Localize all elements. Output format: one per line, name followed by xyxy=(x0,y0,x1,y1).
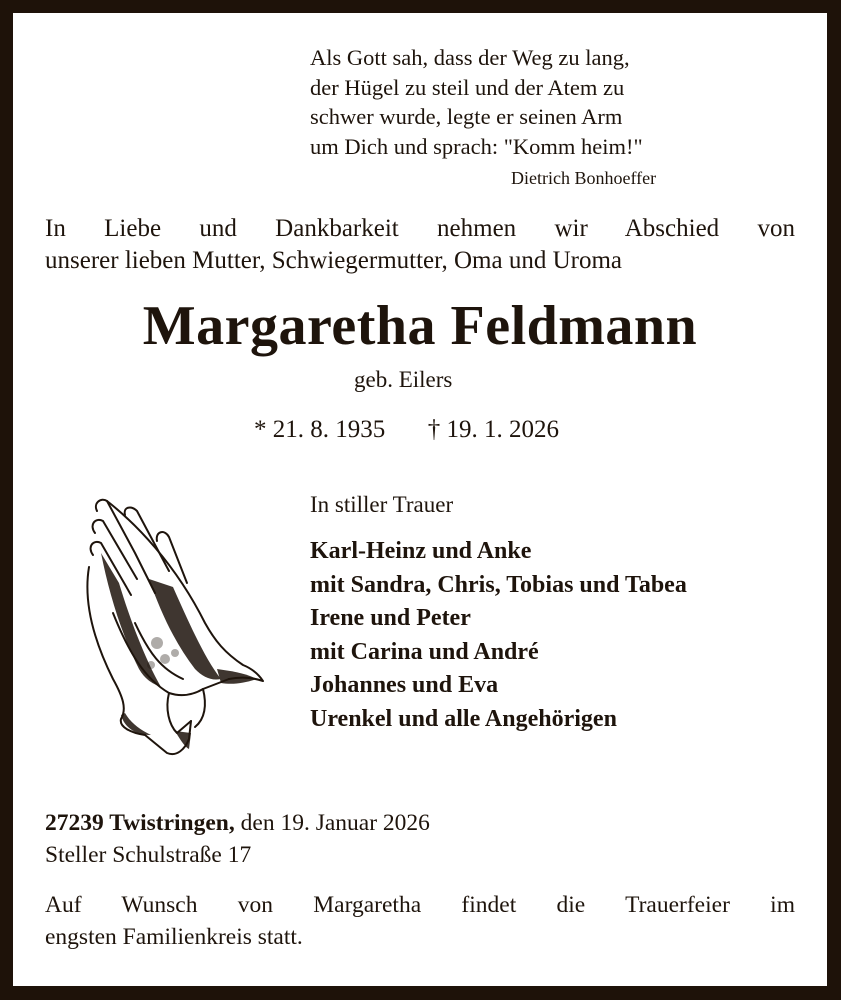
street-address: Steller Schulstraße 17 xyxy=(45,842,252,868)
mourning-label: In stiller Trauer xyxy=(310,492,454,517)
death-date: 19. 1. 2026 xyxy=(446,416,559,443)
mourner-line: Karl-Heinz und Anke xyxy=(310,538,532,564)
mourner-line: mit Carina und André xyxy=(310,638,539,665)
maiden-name: geb. Eilers xyxy=(354,367,453,392)
notice-date: den 19. Januar 2026 xyxy=(234,810,430,836)
funeral-notice xyxy=(45,889,795,953)
poem-quote xyxy=(310,43,643,161)
mourner-line: Urenkel und alle Angehörigen xyxy=(310,705,617,732)
intro-text xyxy=(45,213,795,277)
intro-line: unserer lieben Mutter, Schwiegermutter, Oma und Uroma xyxy=(45,247,622,274)
notice-line: Auf Wunsch von Margaretha findet die Trauerfeier im xyxy=(45,892,795,918)
poem-line: der Hügel zu steil und der Atem zu xyxy=(310,74,625,100)
mourner-line: Johannes und Eva xyxy=(310,672,499,698)
cross-icon: † xyxy=(427,416,441,443)
mourner-line: Irene und Peter xyxy=(310,605,471,631)
life-dates xyxy=(254,413,559,447)
mourners-list xyxy=(310,535,687,736)
place-name: 27239 Twistringen, xyxy=(45,810,235,836)
poem-line: um Dich und sprach: "Komm heim!" xyxy=(310,133,643,159)
praying-hands-icon xyxy=(65,483,265,765)
birth-symbol: * xyxy=(254,416,267,443)
mourner-line: mit Sandra, Chris, Tobias und Tabea xyxy=(310,571,687,598)
intro-line: In Liebe und Dankbarkeit nehmen wir Abschied von xyxy=(45,215,795,242)
poem-line: schwer wurde, legte er seinen Arm xyxy=(310,104,623,129)
obituary-card xyxy=(13,13,827,986)
poem-author: Dietrich Bonhoeffer xyxy=(511,168,657,188)
place-date xyxy=(45,807,430,839)
notice-line: engsten Familienkreis statt. xyxy=(45,924,303,950)
birth-date: 21. 8. 1935 xyxy=(272,416,386,443)
poem-line: Als Gott sah, dass der Weg zu lang, xyxy=(310,45,630,70)
deceased-name: Margaretha Feldmann xyxy=(142,295,698,357)
